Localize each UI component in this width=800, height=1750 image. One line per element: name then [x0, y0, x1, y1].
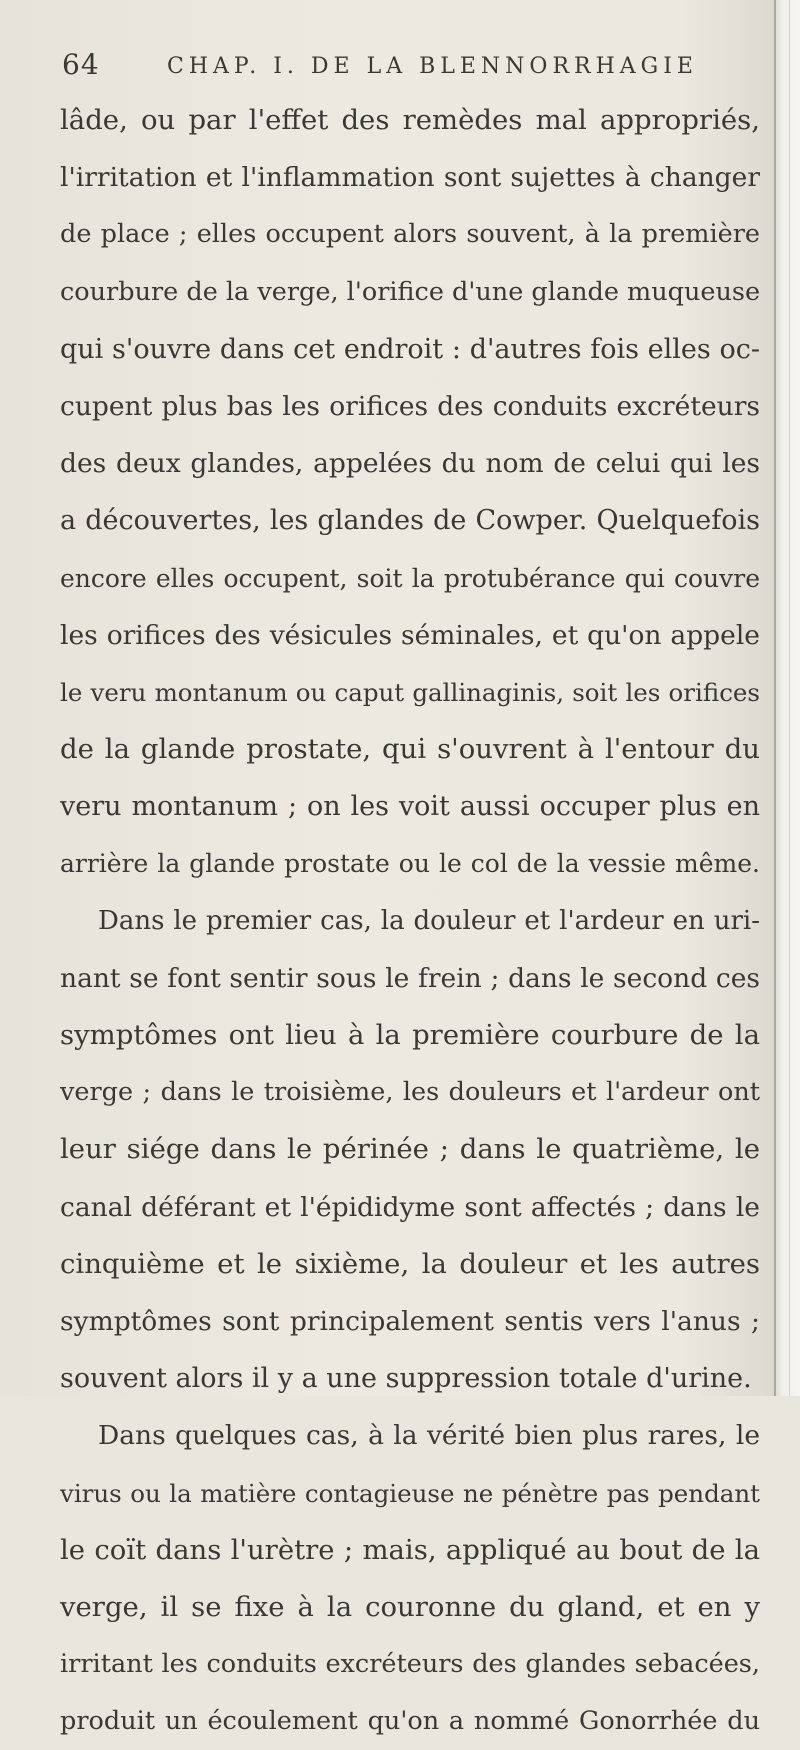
text-line: canal déférant et l'épididyme sont affectés ; dans le [60, 1191, 760, 1223]
text-line: l'irritation et l'inflammation sont sujettes à changer [60, 162, 760, 194]
text-line: symptômes sont principalement sentis vers l'anus ; [60, 1305, 760, 1337]
text-line: cupent plus bas les orifices des conduits excréteurs [60, 390, 760, 422]
text-line: a découvertes, les glandes de Cowper. Quelquefois [60, 505, 760, 537]
text-line: qui s'ouvre dans cet endroit : d'autres fois elles oc- [60, 333, 760, 365]
running-title: CHAP. I. DE LA BLENNORRHAGIE [167, 54, 698, 79]
text-line: produit un écoulement qu'on a nommé Gonorrhée du [60, 1706, 760, 1737]
text-line: leur siége dans le périnée ; dans le quatrième, le [60, 1133, 760, 1166]
text-line: Dans le premier cas, la douleur et l'ardeur en uri- [98, 905, 760, 936]
text-line: cinquième et le sixième, la douleur et les autres [60, 1247, 760, 1280]
text-line: symptômes ont lieu à la première courbure de la [60, 1019, 760, 1051]
page-edge-line [774, 0, 776, 1396]
text-line: de la glande prostate, qui s'ouvrent à l'entour du [60, 733, 760, 766]
page-number: 64 [62, 48, 100, 81]
text-line: lâde, ou par l'effet des remèdes mal appropriés, [60, 104, 760, 136]
text-line: encore elles occupent, soit la protubérance qui couvre [60, 563, 760, 593]
text-line: virus ou la matière contagieuse ne pénètre pas pendant [60, 1478, 760, 1508]
text-line: le coït dans l'urètre ; mais, appliqué au bout de la [60, 1533, 760, 1566]
text-line: des deux glandes, appelées du nom de celui qui les [60, 448, 760, 480]
page-edge-line [789, 0, 790, 1396]
text-line: le veru montanum ou caput gallinaginis, soit les orifices [60, 677, 760, 707]
text-line: Dans quelques cas, à la vérité bien plus rares, le [98, 1420, 760, 1452]
text-line: de place ; elles occupent alors souvent, à la première [60, 219, 760, 250]
text-line: arrière la glande prostate ou le col de la vessie même. [60, 849, 760, 879]
text-line: verge ; dans le troisième, les douleurs et l'ardeur ont [60, 1077, 760, 1108]
page-header [62, 44, 762, 84]
text-line: courbure de la verge, l'orifice d'une glande muqueuse [60, 276, 760, 307]
text-line: les orifices des vésicules séminales, et qu'on appele [60, 619, 760, 651]
text-line: irritant les conduits excréteurs des glandes sebacées, [60, 1649, 760, 1680]
text-line: souvent alors il y a une suppression totale d'urine. [60, 1363, 752, 1395]
text-line: nant se font sentir sous le frein ; dans le second ces [60, 962, 760, 994]
text-line: veru montanum ; on les voit aussi occuper plus en [60, 791, 760, 823]
body-text [60, 92, 760, 1750]
text-line: verge, il se fixe à la couronne du gland, et en y [60, 1590, 760, 1623]
page-edge [772, 0, 800, 1396]
